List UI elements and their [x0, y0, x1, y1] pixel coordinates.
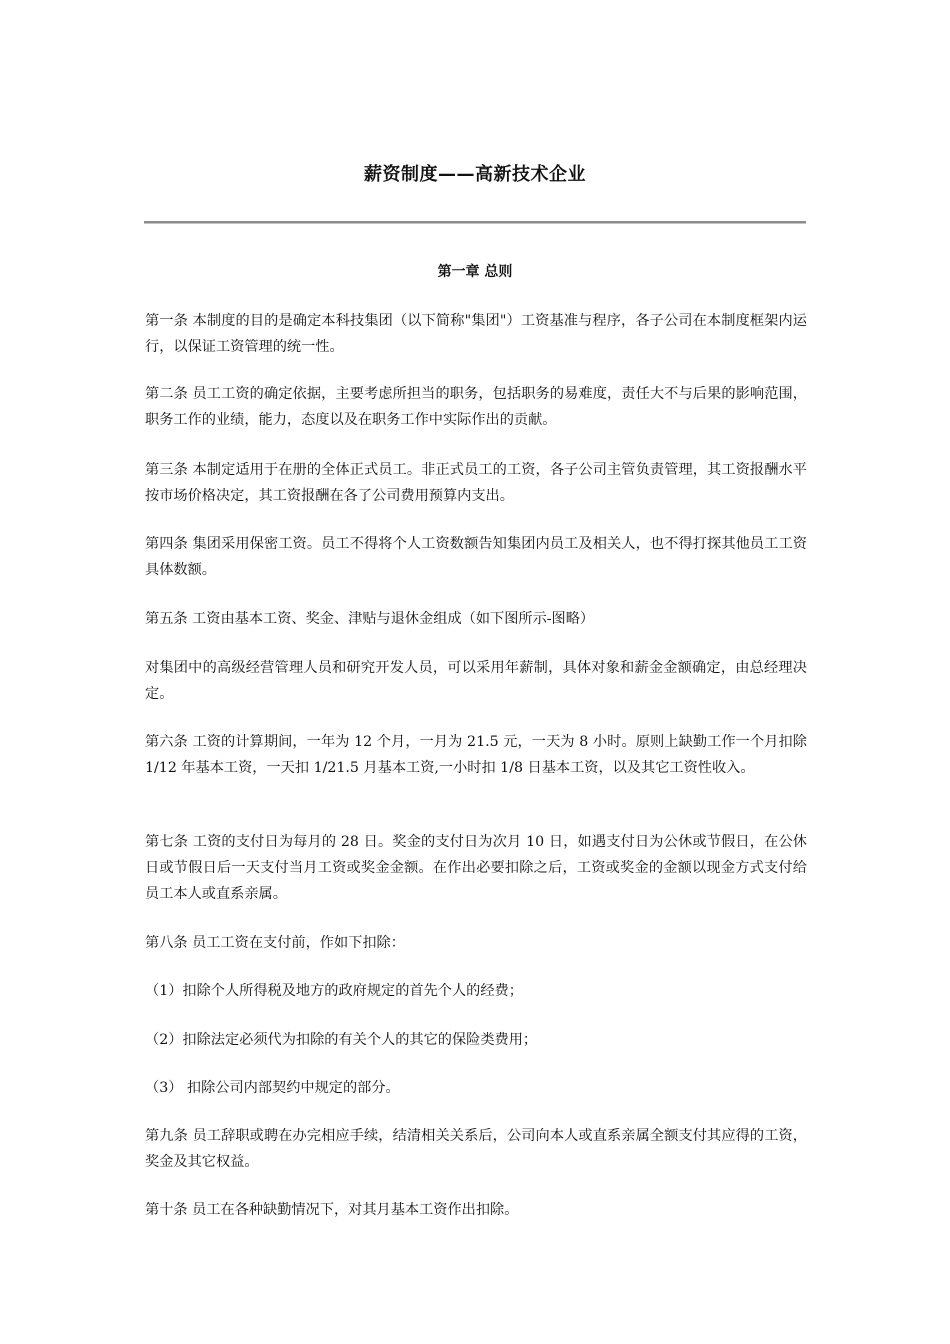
title-divider [144, 221, 806, 224]
article-1: 第一条 本制度的目的是确定本科技集团（以下简称"集团"）工资基准与程序，各子公司在本制度框架内运行，以保证工资管理的统一性。 [145, 313, 807, 355]
article-5-note: 对集团中的高级经营管理人员和研究开发人员，可以采用年薪制，具体对象和薪金金额确定，由总经理决定。 [145, 660, 807, 702]
article-5: 第五条 工资由基本工资、奖金、津贴与退休金组成（如下图所示-图略） [145, 611, 595, 627]
article-2: 第二条 员工工资的确定依据，主要考虑所担当的职务，包括职务的易难度，责任大不与后果的影响范围，职务工作的业绩，能力，态度以及在职务工作中实际作出的贡献。 [145, 386, 807, 428]
article-9: 第九条 员工辞职或聘在办完相应手续，结清相关关系后，公司向本人或直系亲属全额支付其应得的工资，奖金及其它权益。 [145, 1128, 807, 1170]
article-4: 第四条 集团采用保密工资。员工不得将个人工资数额告知集团内员工及相关人，也不得打探其他员工工资具体数额。 [145, 536, 807, 578]
article-3: 第三条 本制定适用于在册的全体正式员工。非正式员工的工资，各子公司主管负责管理，其工资报酬水平按市场价格决定，其工资报酬在各了公司费用预算内支出。 [145, 462, 807, 504]
chapter-heading: 第一章 总则 [437, 264, 513, 280]
deduction-item-3: （3） 扣除公司内部契约中规定的部分。 [145, 1080, 400, 1096]
article-8: 第八条 员工工资在支付前，作如下扣除： [145, 935, 405, 951]
deduction-item-2: （2）扣除法定必须代为扣除的有关个人的其它的保险类费用； [145, 1032, 538, 1048]
article-10: 第十条 员工在各种缺勤情况下，对其月基本工资作出扣除。 [145, 1202, 519, 1218]
document-title: 薪资制度——高新技术企业 [364, 164, 586, 185]
deduction-item-1: （1）扣除个人所得税及地方的政府规定的首先个人的经费； [145, 983, 523, 999]
article-7: 第七条 工资的支付日为每月的 28 日。奖金的支付日为次月 10 日，如遇支付日为公休或节假日，在公休日或节假日后一天支付当月工资或奖金金额。在作出必要扣除之后，工资或奖金的金额以现金方式支付给员工本人或直系亲属。 [145, 834, 807, 902]
article-6: 第六条 工资的计算期间，一年为 12 个月，一月为 21.5 元，一天为 8 小时。原则上缺勤工作一个月扣除 1/12 年基本工资，一天扣 1/21.5 月基本工资,一小时扣 1/8 日基本工资，以及其它工资性收入。 [145, 734, 807, 776]
